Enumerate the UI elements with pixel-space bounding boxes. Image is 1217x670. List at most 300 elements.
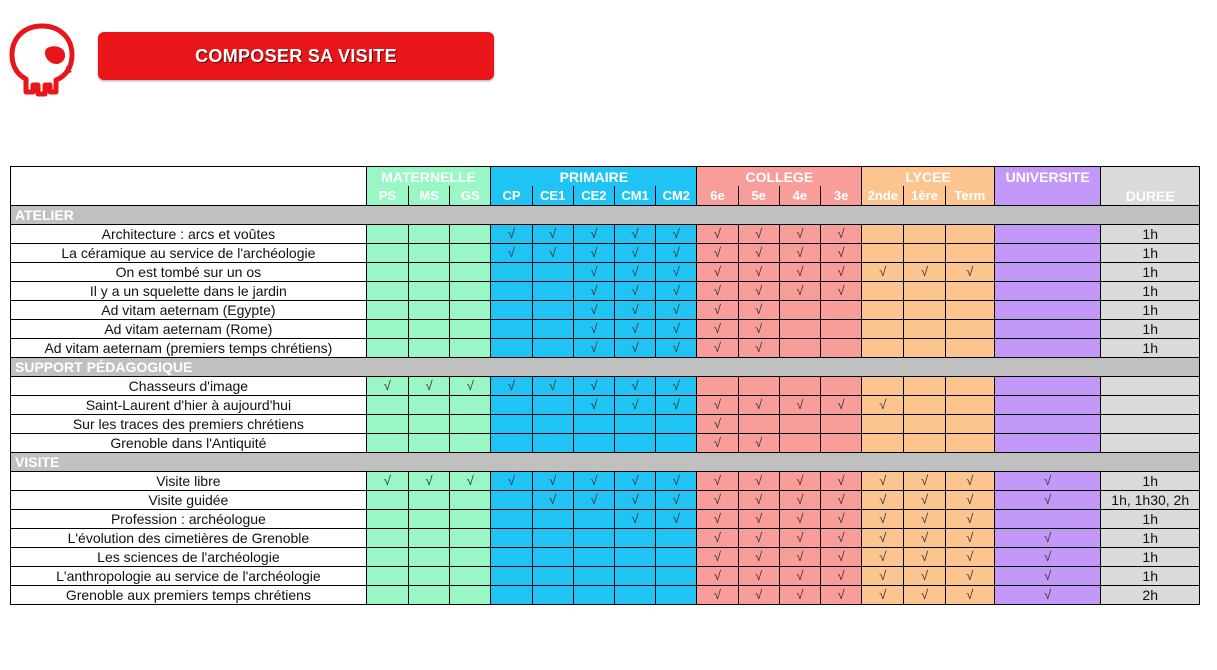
section-row (11, 453, 1200, 472)
level-cell (408, 491, 449, 510)
check-mark: √ (656, 301, 697, 320)
level-cell (945, 225, 994, 244)
check-mark: √ (573, 472, 614, 491)
level-header-pri-2: CE2 (573, 186, 614, 206)
level-cell (366, 434, 408, 453)
check-mark: √ (738, 244, 779, 263)
level-header-pri-3: CM1 (614, 186, 655, 206)
check-mark: √ (945, 548, 994, 567)
level-cell (779, 434, 820, 453)
activity-label: Chasseurs d'image (11, 377, 367, 396)
table-row (11, 244, 1200, 263)
check-mark: √ (738, 396, 779, 415)
check-mark: √ (614, 491, 655, 510)
level-cell (366, 225, 408, 244)
check-mark: √ (656, 339, 697, 358)
level-cell (491, 510, 532, 529)
check-mark: √ (573, 282, 614, 301)
level-cell (450, 567, 491, 586)
level-cell (994, 377, 1101, 396)
duration-cell (1101, 434, 1200, 453)
level-header-lyc-0: 2nde (862, 186, 904, 206)
level-cell (904, 320, 945, 339)
check-mark: √ (904, 472, 945, 491)
level-cell (366, 244, 408, 263)
check-mark: √ (738, 225, 779, 244)
check-mark: √ (697, 244, 738, 263)
level-cell (656, 567, 697, 586)
group-header-col: COLLEGE (697, 167, 862, 187)
level-header-uni-0 (994, 186, 1101, 206)
level-cell (366, 548, 408, 567)
check-mark: √ (738, 320, 779, 339)
level-cell (614, 586, 655, 605)
table-row (11, 510, 1200, 529)
check-mark: √ (697, 263, 738, 282)
table-row (11, 396, 1200, 415)
level-cell (491, 567, 532, 586)
activity-label: Ad vitam aeternam (Egypte) (11, 301, 367, 320)
level-header-col-1: 5e (738, 186, 779, 206)
table-row (11, 225, 1200, 244)
duration-cell: 1h (1101, 548, 1200, 567)
check-mark: √ (573, 301, 614, 320)
check-mark: √ (491, 244, 532, 263)
duration-cell: 1h (1101, 244, 1200, 263)
level-cell (408, 225, 449, 244)
activity-label: Saint-Laurent d'hier à aujourd'hui (11, 396, 367, 415)
level-cell (532, 282, 573, 301)
duration-cell: 1h (1101, 339, 1200, 358)
check-mark: √ (945, 586, 994, 605)
check-mark: √ (904, 510, 945, 529)
level-cell (945, 320, 994, 339)
duration-cell (1101, 415, 1200, 434)
level-cell (738, 415, 779, 434)
check-mark: √ (994, 567, 1101, 586)
level-cell (573, 415, 614, 434)
check-mark: √ (697, 586, 738, 605)
check-mark: √ (697, 339, 738, 358)
check-mark: √ (821, 225, 862, 244)
level-cell (573, 510, 614, 529)
check-mark: √ (697, 225, 738, 244)
level-cell (862, 301, 904, 320)
check-mark: √ (779, 396, 820, 415)
check-mark: √ (366, 472, 408, 491)
level-cell (994, 415, 1101, 434)
level-cell (904, 244, 945, 263)
check-mark: √ (450, 472, 491, 491)
level-cell (450, 263, 491, 282)
level-cell (862, 434, 904, 453)
level-cell (904, 282, 945, 301)
skull-icon (6, 22, 78, 102)
level-cell (408, 320, 449, 339)
level-cell (779, 301, 820, 320)
activity-label: L'anthropologie au service de l'archéologie (11, 567, 367, 586)
check-mark: √ (738, 434, 779, 453)
check-mark: √ (614, 225, 655, 244)
level-cell (491, 263, 532, 282)
check-mark: √ (779, 529, 820, 548)
level-cell (945, 339, 994, 358)
level-cell (656, 434, 697, 453)
check-mark: √ (821, 282, 862, 301)
check-mark: √ (614, 510, 655, 529)
level-header-mat-1: MS (408, 186, 449, 206)
level-cell (614, 529, 655, 548)
level-cell (450, 548, 491, 567)
level-cell (408, 434, 449, 453)
activity-label: Les sciences de l'archéologie (11, 548, 367, 567)
level-cell (994, 510, 1101, 529)
check-mark: √ (697, 396, 738, 415)
level-cell (945, 301, 994, 320)
level-cell (366, 396, 408, 415)
level-cell (994, 434, 1101, 453)
check-mark: √ (779, 244, 820, 263)
header-groups-row (11, 167, 1200, 187)
check-mark: √ (821, 510, 862, 529)
header-blank-cell (11, 167, 367, 206)
level-cell (904, 396, 945, 415)
level-cell (779, 320, 820, 339)
table-row (11, 491, 1200, 510)
check-mark: √ (779, 472, 820, 491)
level-cell (862, 225, 904, 244)
level-cell (450, 529, 491, 548)
level-cell (450, 415, 491, 434)
level-cell (821, 415, 862, 434)
level-cell (532, 301, 573, 320)
level-cell (408, 263, 449, 282)
level-cell (994, 282, 1101, 301)
level-cell (450, 510, 491, 529)
duration-cell: 1h (1101, 225, 1200, 244)
level-cell (408, 339, 449, 358)
check-mark: √ (408, 377, 449, 396)
activity-label: On est tombé sur un os (11, 263, 367, 282)
check-mark: √ (656, 472, 697, 491)
level-cell (656, 586, 697, 605)
level-cell (994, 244, 1101, 263)
table-row (11, 586, 1200, 605)
table-row (11, 282, 1200, 301)
level-cell (491, 282, 532, 301)
level-cell (614, 567, 655, 586)
level-cell (738, 377, 779, 396)
level-header-pri-4: CM2 (656, 186, 697, 206)
level-cell (450, 320, 491, 339)
check-mark: √ (779, 491, 820, 510)
check-mark: √ (779, 282, 820, 301)
level-cell (573, 529, 614, 548)
duration-cell: 1h (1101, 282, 1200, 301)
check-mark: √ (573, 377, 614, 396)
check-mark: √ (738, 263, 779, 282)
check-mark: √ (945, 510, 994, 529)
check-mark: √ (904, 529, 945, 548)
level-cell (532, 567, 573, 586)
level-cell (408, 244, 449, 263)
check-mark: √ (656, 510, 697, 529)
check-mark: √ (779, 225, 820, 244)
level-cell (491, 529, 532, 548)
level-cell (532, 434, 573, 453)
check-mark: √ (738, 339, 779, 358)
level-cell (491, 548, 532, 567)
group-header-uni: UNIVERSITE (994, 167, 1101, 187)
level-cell (994, 301, 1101, 320)
duration-cell (1101, 377, 1200, 396)
level-header-col-2: 4e (779, 186, 820, 206)
check-mark: √ (614, 339, 655, 358)
duration-cell: 1h (1101, 510, 1200, 529)
check-mark: √ (614, 282, 655, 301)
table-row (11, 472, 1200, 491)
level-cell (450, 225, 491, 244)
table-row (11, 339, 1200, 358)
check-mark: √ (821, 529, 862, 548)
check-mark: √ (697, 529, 738, 548)
table-row (11, 415, 1200, 434)
check-mark: √ (821, 548, 862, 567)
check-mark: √ (408, 472, 449, 491)
level-cell (945, 377, 994, 396)
level-cell (532, 586, 573, 605)
duration-header: DUREE (1101, 167, 1200, 206)
level-cell (450, 586, 491, 605)
activity-label: Ad vitam aeternam (Rome) (11, 320, 367, 339)
level-cell (366, 282, 408, 301)
check-mark: √ (614, 301, 655, 320)
level-header-pri-1: CE1 (532, 186, 573, 206)
level-cell (408, 548, 449, 567)
check-mark: √ (904, 548, 945, 567)
check-mark: √ (656, 491, 697, 510)
level-cell (697, 377, 738, 396)
duration-cell: 1h (1101, 472, 1200, 491)
check-mark: √ (994, 529, 1101, 548)
duration-cell: 1h (1101, 529, 1200, 548)
check-mark: √ (697, 434, 738, 453)
section-title: ATELIER (11, 206, 1200, 225)
level-cell (408, 529, 449, 548)
level-cell (408, 567, 449, 586)
check-mark: √ (697, 415, 738, 434)
check-mark: √ (779, 567, 820, 586)
level-header-mat-2: GS (450, 186, 491, 206)
level-cell (532, 415, 573, 434)
check-mark: √ (904, 263, 945, 282)
check-mark: √ (573, 491, 614, 510)
check-mark: √ (614, 377, 655, 396)
check-mark: √ (532, 472, 573, 491)
check-mark: √ (779, 548, 820, 567)
check-mark: √ (656, 225, 697, 244)
check-mark: √ (573, 396, 614, 415)
level-cell (532, 320, 573, 339)
check-mark: √ (614, 263, 655, 282)
table-row (11, 529, 1200, 548)
level-header-mat-0: PS (366, 186, 408, 206)
group-header-pri: PRIMAIRE (491, 167, 697, 187)
check-mark: √ (862, 548, 904, 567)
check-mark: √ (738, 548, 779, 567)
level-cell (532, 263, 573, 282)
check-mark: √ (738, 529, 779, 548)
check-mark: √ (862, 529, 904, 548)
level-header-pri-0: CP (491, 186, 532, 206)
activity-label: L'évolution des cimetières de Grenoble (11, 529, 367, 548)
level-cell (904, 434, 945, 453)
level-cell (994, 225, 1101, 244)
level-cell (862, 282, 904, 301)
check-mark: √ (573, 263, 614, 282)
check-mark: √ (821, 396, 862, 415)
activity-label: Visite guidée (11, 491, 367, 510)
check-mark: √ (945, 567, 994, 586)
check-mark: √ (697, 282, 738, 301)
check-mark: √ (994, 586, 1101, 605)
check-mark: √ (656, 377, 697, 396)
level-cell (366, 415, 408, 434)
level-cell (366, 586, 408, 605)
check-mark: √ (656, 263, 697, 282)
check-mark: √ (532, 225, 573, 244)
level-header-col-0: 6e (697, 186, 738, 206)
check-mark: √ (738, 282, 779, 301)
check-mark: √ (450, 377, 491, 396)
level-cell (945, 244, 994, 263)
level-cell (821, 320, 862, 339)
check-mark: √ (656, 282, 697, 301)
check-mark: √ (904, 567, 945, 586)
check-mark: √ (779, 263, 820, 282)
check-mark: √ (821, 263, 862, 282)
check-mark: √ (697, 320, 738, 339)
level-cell (656, 529, 697, 548)
level-cell (945, 282, 994, 301)
section-title: VISITE (11, 453, 1200, 472)
check-mark: √ (862, 472, 904, 491)
level-cell (862, 377, 904, 396)
group-header-lyc: LYCEE (862, 167, 995, 187)
level-cell (408, 510, 449, 529)
level-cell (821, 434, 862, 453)
level-cell (366, 263, 408, 282)
table-row (11, 434, 1200, 453)
level-cell (450, 434, 491, 453)
level-cell (821, 301, 862, 320)
level-cell (450, 244, 491, 263)
check-mark: √ (994, 472, 1101, 491)
section-title: SUPPORT PÉDAGOGIQUE (11, 358, 1200, 377)
duration-cell: 1h (1101, 567, 1200, 586)
activity-label: Sur les traces des premiers chrétiens (11, 415, 367, 434)
check-mark: √ (821, 491, 862, 510)
level-cell (450, 301, 491, 320)
level-cell (491, 396, 532, 415)
level-cell (779, 415, 820, 434)
check-mark: √ (738, 567, 779, 586)
level-cell (614, 415, 655, 434)
level-cell (532, 529, 573, 548)
activity-label: Architecture : arcs et voûtes (11, 225, 367, 244)
check-mark: √ (614, 396, 655, 415)
level-cell (573, 548, 614, 567)
check-mark: √ (994, 548, 1101, 567)
level-cell (821, 377, 862, 396)
check-mark: √ (821, 244, 862, 263)
check-mark: √ (573, 320, 614, 339)
check-mark: √ (614, 472, 655, 491)
check-mark: √ (779, 586, 820, 605)
check-mark: √ (862, 263, 904, 282)
level-cell (366, 567, 408, 586)
level-cell (573, 586, 614, 605)
check-mark: √ (532, 491, 573, 510)
check-mark: √ (821, 567, 862, 586)
check-mark: √ (821, 586, 862, 605)
activity-label: Visite libre (11, 472, 367, 491)
activity-label: Profession : archéologue (11, 510, 367, 529)
check-mark: √ (697, 510, 738, 529)
level-cell (491, 415, 532, 434)
check-mark: √ (614, 244, 655, 263)
check-mark: √ (821, 472, 862, 491)
check-mark: √ (738, 510, 779, 529)
level-cell (904, 339, 945, 358)
level-cell (862, 244, 904, 263)
section-row (11, 358, 1200, 377)
level-cell (994, 320, 1101, 339)
level-cell (904, 415, 945, 434)
level-cell (779, 377, 820, 396)
check-mark: √ (945, 491, 994, 510)
duration-cell: 1h (1101, 320, 1200, 339)
check-mark: √ (697, 567, 738, 586)
check-mark: √ (491, 472, 532, 491)
table-row (11, 567, 1200, 586)
check-mark: √ (573, 244, 614, 263)
check-mark: √ (697, 491, 738, 510)
level-cell (945, 434, 994, 453)
check-mark: √ (994, 491, 1101, 510)
level-cell (450, 339, 491, 358)
check-mark: √ (532, 244, 573, 263)
level-cell (904, 225, 945, 244)
duration-cell: 1h (1101, 301, 1200, 320)
check-mark: √ (738, 472, 779, 491)
duration-cell: 1h, 1h30, 2h (1101, 491, 1200, 510)
level-cell (821, 339, 862, 358)
level-cell (945, 415, 994, 434)
level-cell (945, 396, 994, 415)
activity-matrix-table (10, 166, 1200, 605)
level-cell (450, 282, 491, 301)
check-mark: √ (738, 586, 779, 605)
level-cell (573, 434, 614, 453)
level-cell (491, 339, 532, 358)
check-mark: √ (904, 586, 945, 605)
check-mark: √ (366, 377, 408, 396)
composer-visite-button[interactable]: COMPOSER SA VISITE (98, 32, 494, 80)
level-cell (904, 377, 945, 396)
check-mark: √ (491, 225, 532, 244)
level-cell (408, 301, 449, 320)
